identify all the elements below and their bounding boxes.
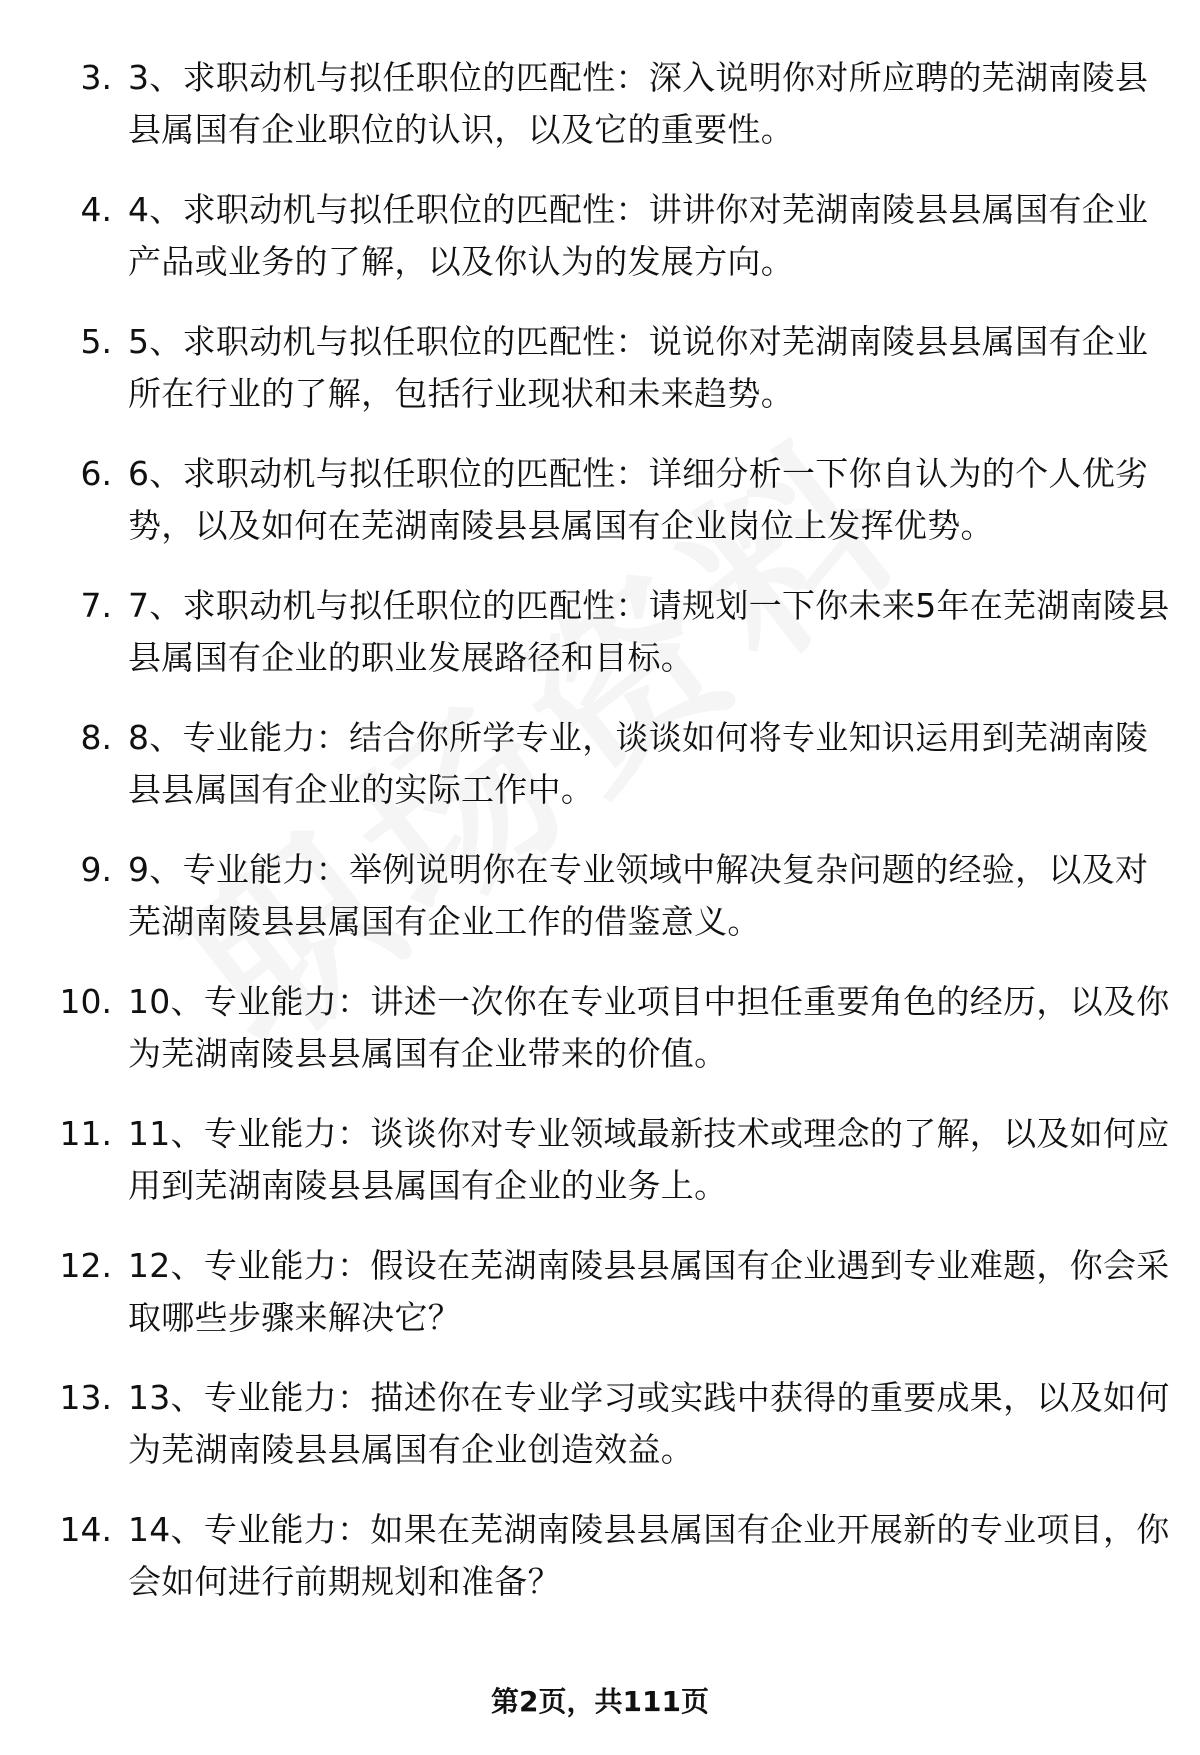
question-number: 10. <box>59 982 112 1021</box>
question-number: 13. <box>59 1378 112 1417</box>
question-text: 3、求职动机与拟任职位的匹配性：深入说明你对所应聘的芜湖南陵县县属国有企业职位的认识，以及它的重要性。 <box>128 58 1149 149</box>
question-item <box>0 1504 1200 1636</box>
question-item <box>0 1240 1200 1372</box>
question-item <box>0 316 1200 448</box>
question-text: 7、求职动机与拟任职位的匹配性：请规划一下你未来5年在芜湖南陵县县属国有企业的职业发展路径和目标。 <box>128 586 1170 677</box>
question-item <box>0 580 1200 712</box>
question-item <box>0 1372 1200 1504</box>
question-text: 10、专业能力：讲述一次你在专业项目中担任重要角色的经历，以及你为芜湖南陵县县属国有企业带来的价值。 <box>128 982 1170 1073</box>
question-text: 11、专业能力：谈谈你对专业领域最新技术或理念的了解，以及如何应用到芜湖南陵县县属国有企业的业务上。 <box>128 1114 1170 1205</box>
question-item <box>0 712 1200 844</box>
question-text: 6、求职动机与拟任职位的匹配性：详细分析一下你自认为的个人优劣势，以及如何在芜湖南陵县县属国有企业岗位上发挥优势。 <box>128 454 1149 545</box>
question-list <box>0 52 1200 1636</box>
question-text: 13、专业能力：描述你在专业学习或实践中获得的重要成果，以及如何为芜湖南陵县县属国有企业创造效益。 <box>128 1378 1170 1469</box>
question-number: 6. <box>80 454 112 493</box>
question-number: 5. <box>80 322 112 361</box>
question-text: 4、求职动机与拟任职位的匹配性：讲讲你对芜湖南陵县县属国有企业产品或业务的了解，以及你认为的发展方向。 <box>128 190 1149 281</box>
question-number: 7. <box>80 586 112 625</box>
question-text: 12、专业能力：假设在芜湖南陵县县属国有企业遇到专业难题，你会采取哪些步骤来解决它？ <box>128 1246 1170 1337</box>
page-footer: 第2页，共111页 <box>491 1685 709 1718</box>
question-item <box>0 844 1200 976</box>
question-number: 14. <box>59 1510 112 1549</box>
question-number: 4. <box>80 190 112 229</box>
question-item <box>0 976 1200 1108</box>
question-text: 8、专业能力：结合你所学专业，谈谈如何将专业知识运用到芜湖南陵县县属国有企业的实际工作中。 <box>128 718 1149 809</box>
question-number: 3. <box>80 58 112 97</box>
question-text: 5、求职动机与拟任职位的匹配性：说说你对芜湖南陵县县属国有企业所在行业的了解，包括行业现状和未来趋势。 <box>128 322 1149 413</box>
question-number: 12. <box>59 1246 112 1285</box>
question-number: 8. <box>80 718 112 757</box>
question-item <box>0 1108 1200 1240</box>
question-item <box>0 448 1200 580</box>
question-text: 9、专业能力：举例说明你在专业领域中解决复杂问题的经验，以及对芜湖南陵县县属国有企业工作的借鉴意义。 <box>128 850 1149 941</box>
question-item <box>0 184 1200 316</box>
question-number: 9. <box>80 850 112 889</box>
question-item <box>0 52 1200 184</box>
question-text: 14、专业能力：如果在芜湖南陵县县属国有企业开展新的专业项目，你会如何进行前期规划和准备？ <box>128 1510 1170 1601</box>
question-number: 11. <box>59 1114 112 1153</box>
